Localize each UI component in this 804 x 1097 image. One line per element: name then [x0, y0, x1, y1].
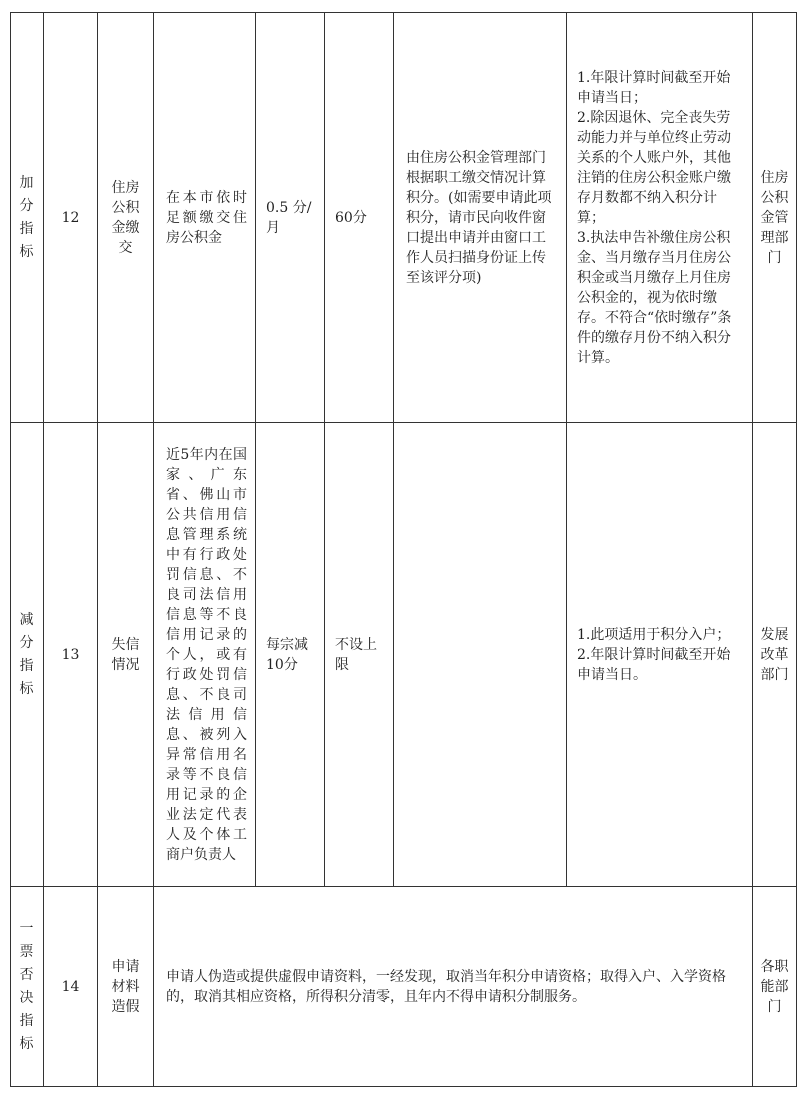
category-cell: 减分指标: [11, 423, 44, 887]
points-table: [10, 12, 797, 1087]
item-cell: 住房公积金缴交: [98, 13, 154, 423]
department-cell: 住房公积金管理部门: [753, 13, 797, 423]
score-cell: 每宗减10分: [256, 423, 325, 887]
merged-description-cell: 申请人伪造或提供虚假申请资料，一经发现，取消当年积分申请资格；取得入户、入学资格的，取消其相应资格，所得积分清零，且年内不得申请积分制服务。: [154, 887, 753, 1087]
table-row: [11, 887, 797, 1087]
table-row: [11, 423, 797, 887]
item-cell: 失信情况: [98, 423, 154, 887]
cap-cell: 60分: [325, 13, 394, 423]
notes-cell: 1.年限计算时间截至开始申请当日； 2.除因退休、完全丧失劳动能力并与单位终止劳动关系的个人账户外，其他注销的住房公积金账户缴存月数都不纳入积分计算； 3.执法申告补缴住房公积金、当月缴存当月住房公积金或当月缴存上月住房公积金的，视为依时缴存。不符合“依时缴存”条件的缴存月份不纳入积分计算。: [567, 13, 753, 423]
number-cell: 14: [44, 887, 98, 1087]
department-cell: 各职能部门: [753, 887, 797, 1087]
department-cell: 发展改革部门: [753, 423, 797, 887]
standard-cell: 在本市依时足额缴交住房公积金: [154, 13, 256, 423]
item-cell: 申请材料造假: [98, 887, 154, 1087]
score-cell: 0.5 分/月: [256, 13, 325, 423]
number-cell: 13: [44, 423, 98, 887]
procedure-cell: [394, 423, 567, 887]
standard-cell: 近5年内在国家、广东省、佛山市公共信用信息管理系统中有行政处罚信息、不良司法信用信息等不良信用记录的个人，或有行政处罚信息、不良司法信用信息、被列入异常信用名录等不良信用记录的企业法定代表人及个体工商户负责人: [154, 423, 256, 887]
category-cell: 加分指标: [11, 13, 44, 423]
notes-cell: 1.此项适用于积分入户； 2.年限计算时间截至开始申请当日。: [567, 423, 753, 887]
table-row: [11, 13, 797, 423]
category-cell: 一票否决指标: [11, 887, 44, 1087]
procedure-cell: 由住房公积金管理部门根据职工缴交情况计算积分。(如需要申请此项积分，请市民向收件窗口提出申请并由窗口工作人员扫描身份证上传至该评分项): [394, 13, 567, 423]
number-cell: 12: [44, 13, 98, 423]
cap-cell: 不设上限: [325, 423, 394, 887]
